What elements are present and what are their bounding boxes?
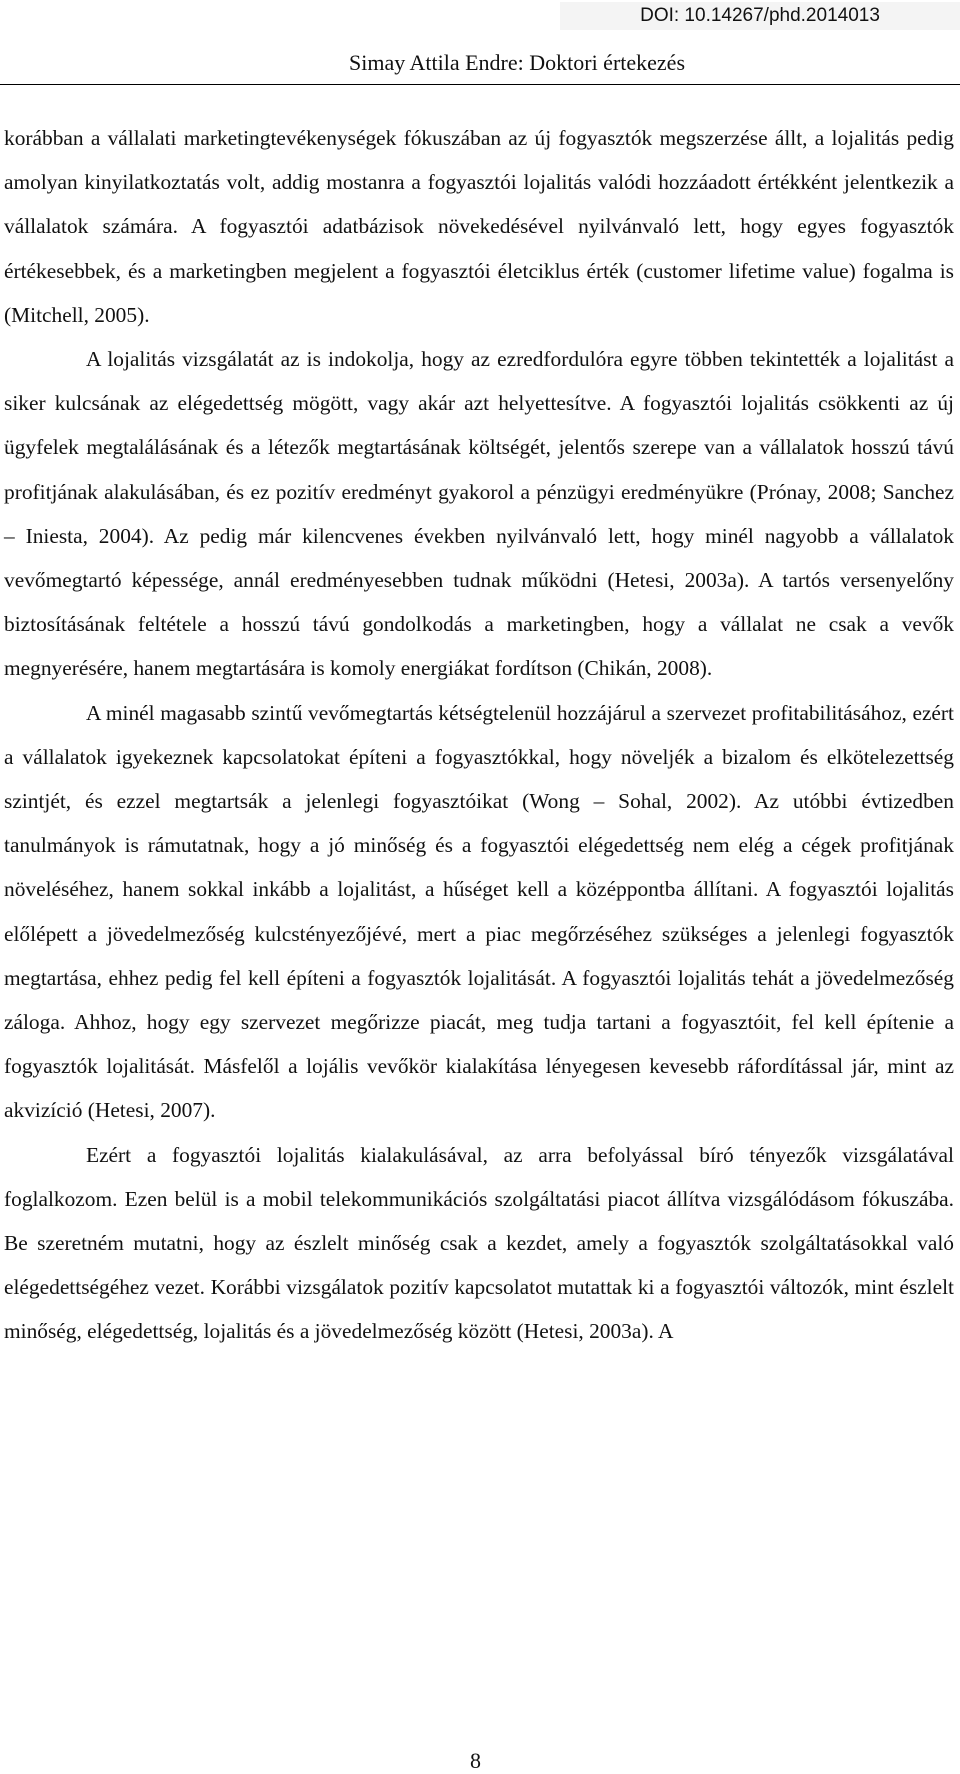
paragraph-2: A lojalitás vizsgálatát az is indokolja, hogy az ezredfordulóra egyre többen tekintették a lojalitást a siker kulcsának az elégedettség mögött, vagy akár azt helyettesítve. A fogyasztói lojalitás csökkenti az új ügyfelek megtalálásának és a létezők megtartásának költségét, jelentős szerepe van a vállalatok hosszú távú profitjának alakulásában, és ez pozitív eredményt gyakorol a pénzügyi eredményükre (Prónay, 2008; Sanchez – Iniesta, 2004). Az pedig már kilencvenes években nyilvánvaló lett, hogy minél nagyobb a vállalatok vevőmegtartó képessége, annál eredményesebben tudnak működni (Hetesi, 2003a). A tartós versenyelőny biztosításának feltétele a hosszú távú gondolkodás a marketingben, hogy a vállalat ne csak a vevők megnyerésére, hanem megtartására is komoly energiákat fordítson (Chikán, 2008). xyxy=(4,347,954,681)
running-head: Simay Attila Endre: Doktori értekezés xyxy=(348,50,685,75)
page-number: 8 xyxy=(470,1748,481,1773)
paragraph-3: A minél magasabb szintű vevőmegtartás kétségtelenül hozzájárul a szervezet profitabilitásához, ezért a vállalatok igyekeznek kapcsolatokat építeni a fogyasztókkal, hogy növeljék a bizalom és elkötelezettség szintjét, és ezzel megtartsák a jelenlegi fogyasztóikat (Wong – Sohal, 2002). Az utóbbi évtizedben tanulmányok is rámutatnak, hogy a jó minőség és a fogyasztói elégedettség nem elég a cégek profitjának növeléséhez, hanem sokkal inkább a lojalitást, a hűséget kell a középpontba állítani. A fogyasztói lojalitás előlépett a jövedelmezőség kulcstényezőjévé, mert a piac megőrzéséhez szükséges a jelenlegi fogyasztók megtartása, ehhez pedig fel kell építeni a fogyasztók lojalitását. A fogyasztói lojalitás tehát a jövedelmezőség záloga. Ahhoz, hogy egy szervezet megőrizze piacát, meg tudja tartani a fogyasztóit, fel kell építenie a fogyasztók lojalitását. Másfelől a lojális vevőkör kialakítása lényegesen kevesebb ráfordítással jár, mint az akvizíció (Hetesi, 2007). xyxy=(4,700,954,1123)
header-rule xyxy=(0,84,960,85)
doi-banner[interactable]: DOI: 10.14267/phd.2014013 xyxy=(560,2,960,30)
paragraph-1: korábban a vállalati marketingtevékenységek fókuszában az új fogyasztók megszerzése állt, a lojalitás pedig amolyan kinyilatkoztatás volt, addig mostanra a fogyasztói lojalitás valódi hozzáadott értékként jelentkezik a vállalatok számára. A fogyasztói adatbázisok növekedésével nyilvánvaló lett, hogy egyes fogyasztók értékesebbek, és a marketingben megjelent a fogyasztói életciklus érték (customer lifetime value) fogalma is (Mitchell, 2005). xyxy=(4,126,954,327)
paragraph-4: Ezért a fogyasztói lojalitás kialakulásával, az arra befolyással bíró tényezők vizsgálatával foglalkozom. Ezen belül is a mobil telekommunikációs szolgáltatási piacot állítva vizsgálódásom fókuszába. Be szeretném mutatni, hogy az észlelt minőség csak a kezdet, amely a fogyasztók szolgáltatásokkal való elégedettségéhez vezet. Korábbi vizsgálatok pozitív kapcsolatot mutattak ki a fogyasztói változók, mint észlelt minőség, elégedettség, lojalitás és a jövedelmezőség között (Hetesi, 2003a). A xyxy=(4,1142,954,1344)
body-text xyxy=(4,116,954,1354)
